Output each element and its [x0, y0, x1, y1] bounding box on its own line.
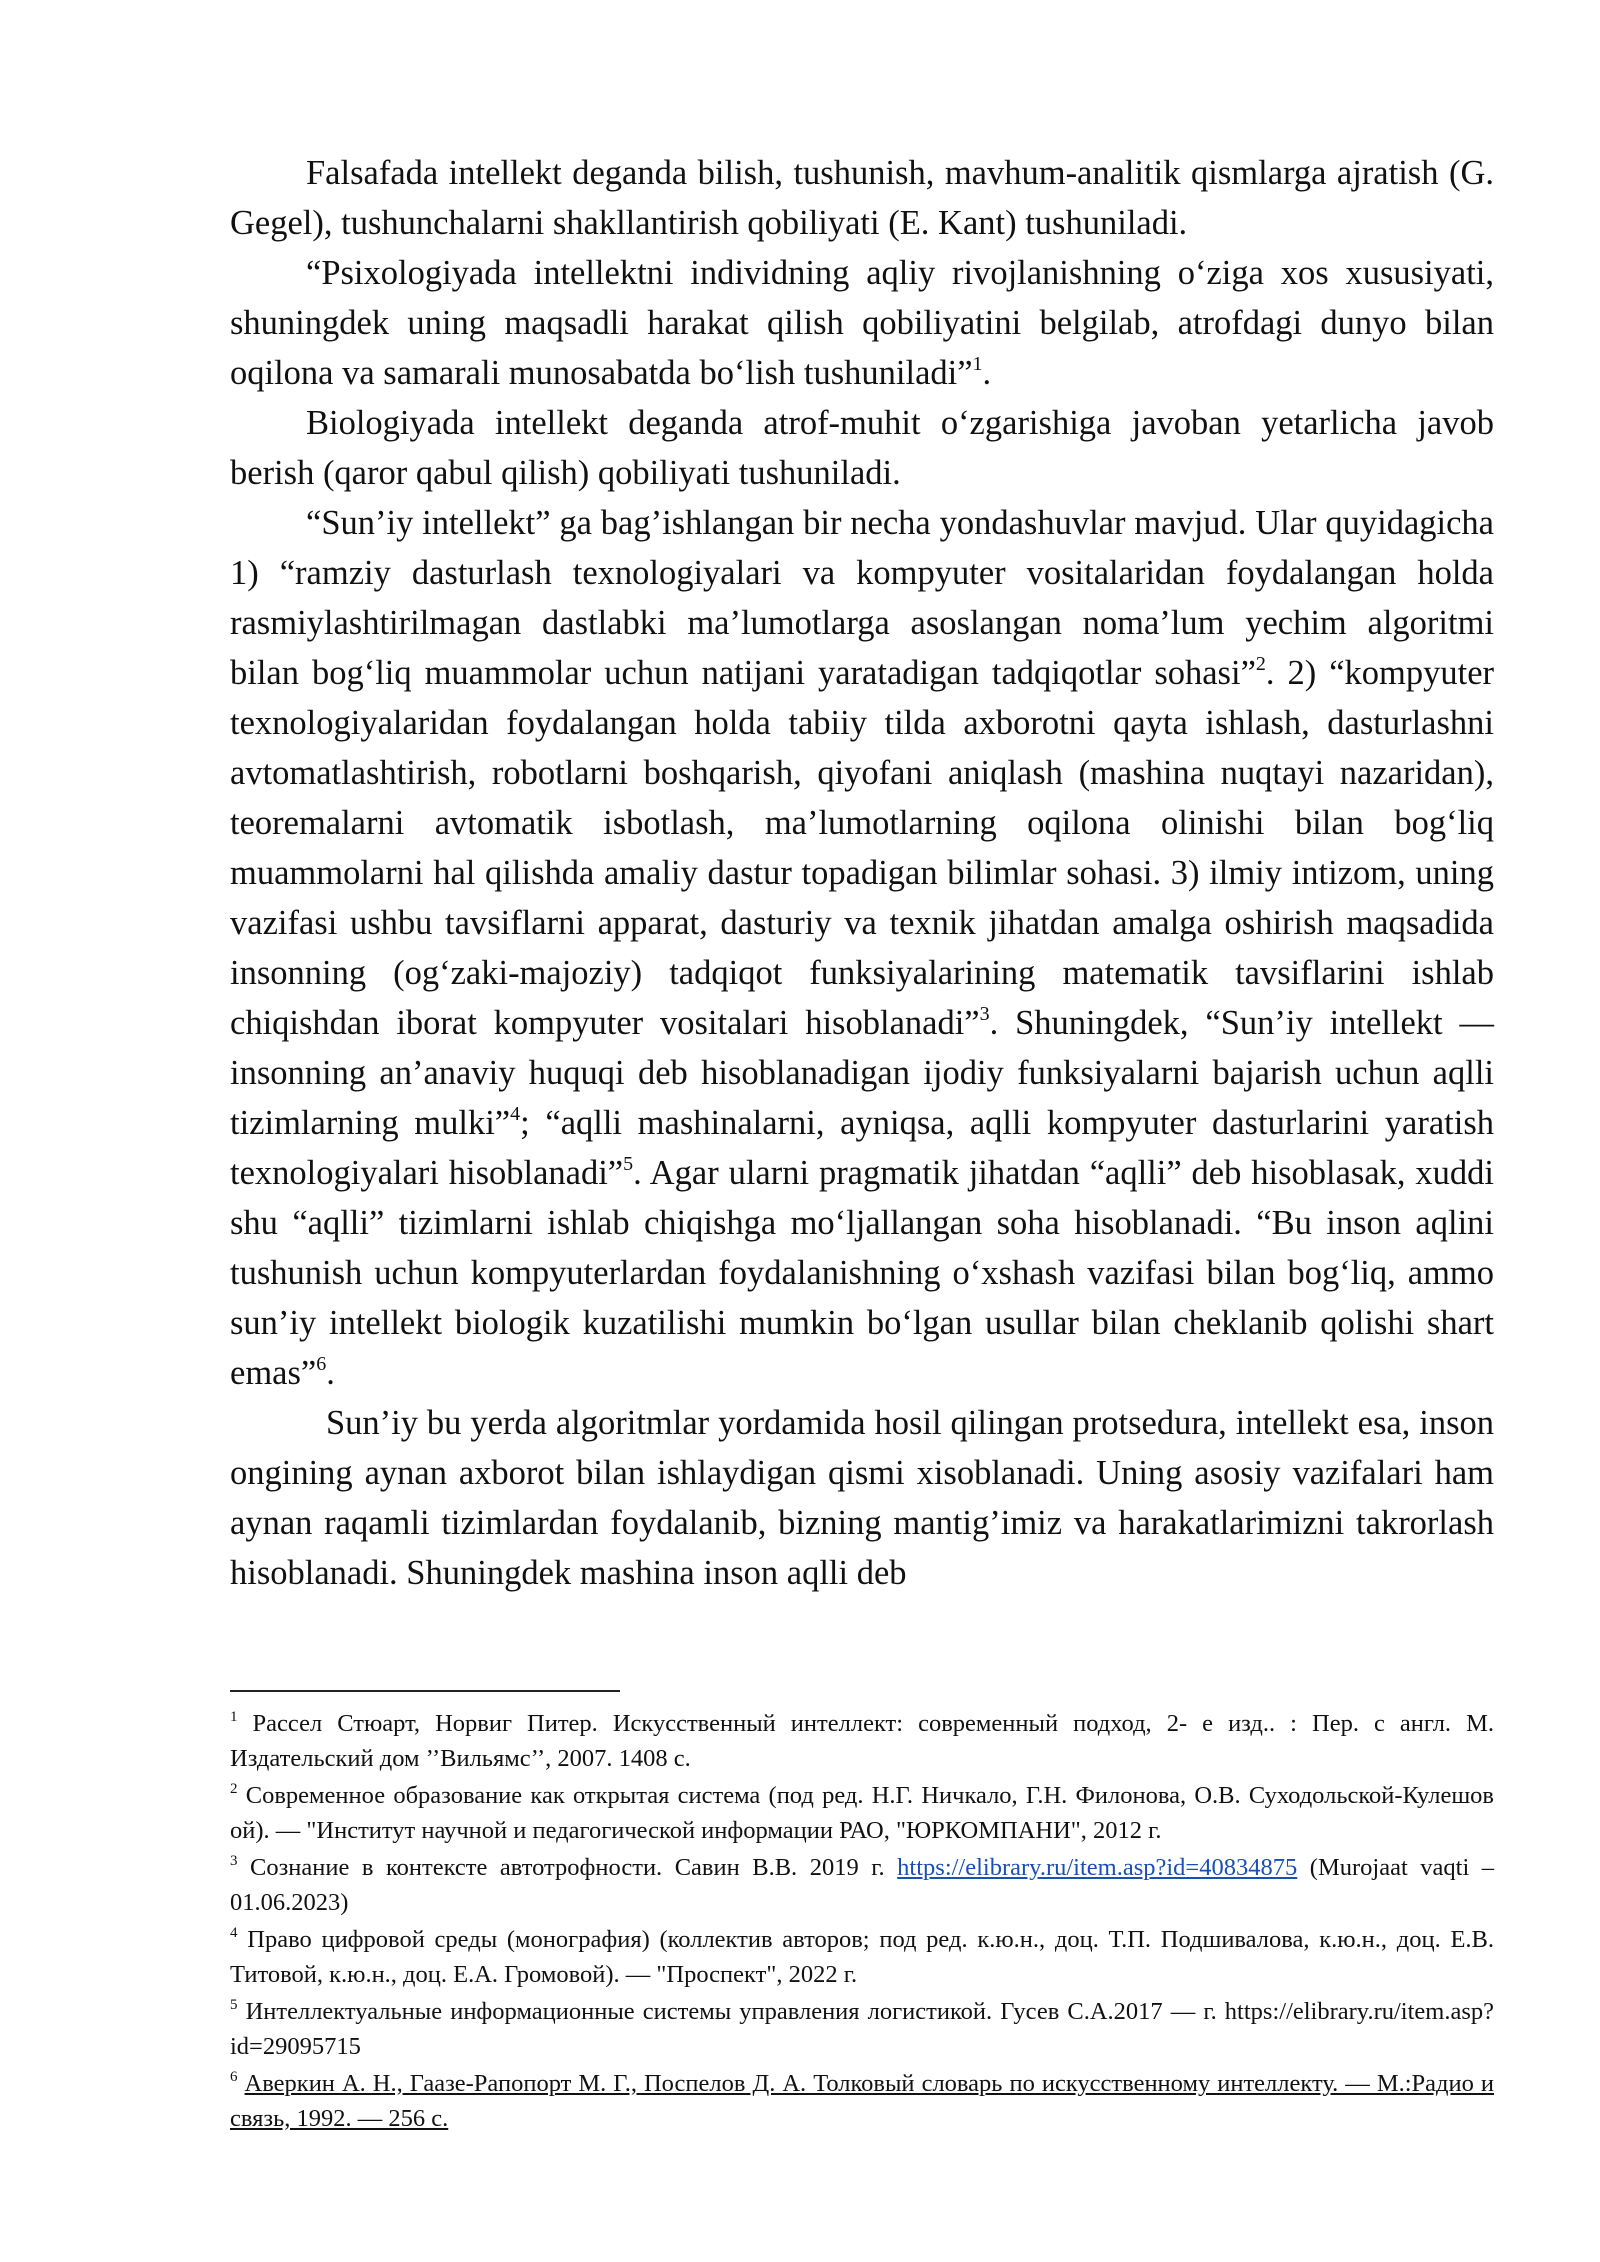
- paragraph-text: Falsafada intellekt deganda bilish, tushunish, mavhum-analitik qismlarga ajratish (G. Gegel), tushunchalarni shakllantirish qobiliyati (E. Kant) tushuniladi.: [230, 154, 1494, 242]
- footnote-text: (Murojaat vaqti – 01.06.2023): [230, 1854, 1495, 1916]
- paragraph-philosophy: [230, 148, 1494, 248]
- footnote-1: [230, 1706, 1494, 1776]
- footnote-4: [230, 1922, 1494, 1992]
- paragraph-text: .: [982, 354, 992, 392]
- paragraph-text: ; “aqlli mashinalarni, ayniqsa, aqlli kompyuter dasturlarini yaratish texnologiyalari hisoblanadi”: [230, 1104, 1494, 1192]
- footnote-number: 3: [230, 1852, 238, 1869]
- paragraph-psychology: [230, 248, 1494, 398]
- footnote-link[interactable]: https://elibrary.ru/item.asp?id=40834875: [897, 1854, 1298, 1881]
- paragraph-biology: [230, 398, 1494, 498]
- footnote-ref-3[interactable]: 3: [979, 1002, 990, 1025]
- footnote-ref-2[interactable]: 2: [1255, 652, 1266, 675]
- footnote-text: Рассел Стюарт, Норвиг Питер. Искусственный интеллект: современный подход, 2- е изд.. : Пер. с англ. М. Издательский дом ’’Вильямс’’, 2007. 1408 с.: [230, 1710, 1494, 1772]
- footnote-number: 5: [230, 1996, 238, 2013]
- paragraph-text: . Shuningdek, “Sun’iy intellekt — insonning an’anaviy huquqi deb hisoblanadigan ijodiy funksiyalarni bajarish uchun aqlli tizimlarning mulki”: [230, 1004, 1494, 1142]
- footnote-text: Интеллектуальные информационные системы управления логистикой. Гусев С.А.2017 — г. https://elibrary.ru/item.asp?id=29095715: [230, 1998, 1495, 2060]
- footnote-number: 2: [230, 1780, 238, 1797]
- footnote-text: Аверкин А. Н., Гаазе-Рапопорт М. Г., Поспелов Д. А. Толковый словарь по искусственному интеллекту. — М.:Радио и связь, 1992. — 256 с.: [230, 2070, 1495, 2132]
- paragraph-artificial-meaning: [230, 1398, 1494, 1598]
- paragraph-text: “Psixologiyada intellektni individning aqliy rivojlanishning o‘ziga xos xususiyati, shuningdek uning maqsadli harakat qilish qobiliyatini belgilab, atrofdagi dunyo bilan oqilona va samarali munosabatda bo‘lish tushuniladi”: [230, 254, 1494, 392]
- footnote-ref-1[interactable]: 1: [972, 352, 983, 375]
- footnote-number: 1: [230, 1708, 238, 1725]
- footnote-2: [230, 1778, 1494, 1848]
- footnote-5: [230, 1994, 1494, 2064]
- paragraph-text: . Agar ularni pragmatik jihatdan “aqlli” deb hisoblasak, xuddi shu “aqlli” tizimlarni ishlab chiqishga mo‘ljallangan soha hisoblanadi. “Bu inson aqlini tushunish uchun kompyuterlardan foydalanishning o‘xshash vazifasi bilan bog‘liq, ammo sun’iy intellekt biologik kuzatilishi mumkin bo‘lgan usullar bilan cheklanib qolishi shart emas”: [230, 1154, 1494, 1392]
- paragraph-text: Sun’iy bu yerda algoritmlar yordamida hosil qilingan protsedura, intellekt esa, inson ongining aynan axborot bilan ishlaydigan qismi xisoblanadi. Uning asosiy vazifalari ham aynan raqamli tizimlardan foydalanib, bizning mantig’imiz va harakatlarimizni takrorlash hisoblanadi. Shuningdek mashina inson aqlli deb: [230, 1404, 1494, 1592]
- paragraph-text: “Sun’iy intellekt” ga bag’ishlangan bir necha yondashuvlar mavjud. Ular quyidagicha 1) “ramziy dasturlash texnologiyalari va kompyuter vositalaridan foydalangan holda rasmiylashtirilmagan dastlabki ma’lumotlarga asoslangan noma’lum yechim algoritmi bilan bog‘liq muammolar uchun natijani yaratadigan tadqiqotlar sohasi”: [230, 504, 1494, 692]
- footnote-text: Современное образование как открытая система (под ред. Н.Г. Ничкало, Г.Н. Филонова, О.В. Суходольской-Кулешов ой). — "Институт научной и педагогической информации РАО, "ЮРКОМПАНИ", 2012 г.: [230, 1782, 1494, 1844]
- footnote-number: 4: [230, 1924, 238, 1941]
- footnote-separator: [230, 1690, 620, 1692]
- footnote-3: [230, 1850, 1494, 1920]
- footnote-text: Сознание в контексте автотрофности. Савин В.В. 2019 г.: [250, 1854, 885, 1881]
- footnote-number: 6: [230, 2068, 238, 2085]
- footnotes-section: [230, 1690, 1494, 2138]
- paragraph-text: Biologiyada intellekt deganda atrof-muhit o‘zgarishiga javoban yetarlicha javob berish (qaror qabul qilish) qobiliyati tushuniladi.: [230, 404, 1494, 492]
- footnote-6: [230, 2066, 1494, 2136]
- paragraph-ai-approaches: [230, 498, 1494, 1398]
- footnote-ref-5[interactable]: 5: [623, 1152, 634, 1175]
- footnote-text: Право цифровой среды (монография) (коллектив авторов; под ред. к.ю.н., доц. Т.П. Подшивалова, к.ю.н., доц. Е.В. Титовой, к.ю.н., доц. Е.А. Громовой). — "Проспект", 2022 г.: [230, 1926, 1495, 1988]
- footnote-ref-6[interactable]: 6: [316, 1352, 327, 1375]
- document-body: [230, 148, 1494, 1598]
- footnote-ref-4[interactable]: 4: [510, 1102, 521, 1125]
- paragraph-text: .: [326, 1354, 335, 1392]
- paragraph-text: . 2) “kompyuter texnologiyalaridan foydalangan holda tabiiy tilda axborotni qayta ishlash, dasturlashni avtomatlashtirish, robotlarni boshqarish, qiyofani aniqlash (mashina nuqtayi nazaridan), teoremalarni avtomatik isbotlash, ma’lumotlarning oqilona olinishi bilan bog‘liq muammolarni hal qilishda amaliy dastur topadigan bilimlar sohasi. 3) ilmiy intizom, uning vazifasi ushbu tavsiflarni apparat, dasturiy va texnik jihatdan amalga oshirish maqsadida insonning (og‘zaki-majoziy) tadqiqot funksiyalarining matematik tavsiflarini ishlab chiqishdan iborat kompyuter vositalari hisoblanadi”: [230, 654, 1494, 1042]
